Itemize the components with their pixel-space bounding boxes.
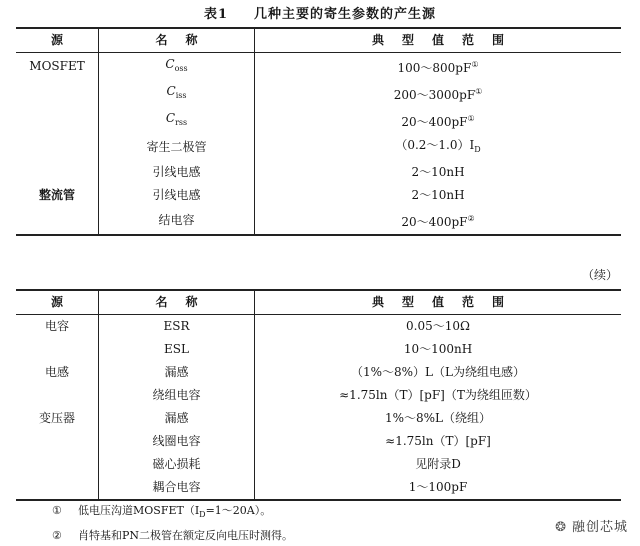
table-title: [0, 3, 640, 22]
table-row: [16, 184, 621, 207]
row-value: 0.05～10Ω: [255, 315, 622, 339]
row-source: 整流管: [38, 188, 75, 202]
table-row: [16, 453, 621, 476]
header-source: 源: [16, 290, 99, 315]
row-source: 电容: [44, 319, 69, 333]
row-value: 2～10nH: [255, 161, 622, 184]
row-value: 见附录D: [255, 453, 622, 476]
table-row: [16, 161, 621, 184]
row-source: 变压器: [38, 411, 75, 425]
row-source: [16, 80, 99, 107]
footnotes: [52, 500, 293, 546]
row-name: $C_{rss}$: [99, 107, 255, 134]
row-source: [16, 453, 99, 476]
parasitic-table-2: [16, 289, 621, 501]
header-value: 典型值范围: [255, 290, 622, 315]
row-value: 10～100nH: [255, 338, 622, 361]
footnote: ① 低电压沟道$MOSFET(I_D=1\sim 20A)$。: [52, 500, 293, 525]
row-name: 寄生二极管: [99, 134, 255, 161]
table-row: [16, 384, 621, 407]
footnote: [52, 525, 293, 546]
row-value: 100～800pF①: [255, 53, 622, 81]
table-row: [16, 407, 621, 430]
row-name: 漏感: [99, 407, 255, 430]
row-source: [16, 338, 99, 361]
row-name: 引线电感: [99, 184, 255, 207]
row-value: 1～100pF: [255, 476, 622, 500]
row-name: $C_{oss}$: [99, 53, 255, 81]
table-row: [16, 134, 621, 161]
row-value: 20～400pF①: [255, 107, 622, 134]
table-row: [16, 361, 621, 384]
table-row: [16, 207, 621, 235]
row-name: 线圈电容: [99, 430, 255, 453]
row-name: 引线电感: [99, 161, 255, 184]
row-value: 1%～8%L（绕组）: [255, 407, 622, 430]
row-value: 2～10nH: [255, 184, 622, 207]
row-source: [16, 384, 99, 407]
row-name: $C_{iss}$: [99, 80, 255, 107]
footnote-text: 低电压沟道MOSFET（I: [78, 504, 200, 517]
table-header-row: [16, 28, 621, 53]
table-row: [16, 80, 621, 107]
table-number: 表1: [203, 7, 229, 22]
row-value: ≈1.75ln（T）[pF]（T为绕组匝数）: [255, 384, 622, 407]
table-row: [16, 430, 621, 453]
header-source: 源: [16, 28, 99, 53]
row-name: ESR: [99, 315, 255, 339]
row-source: [16, 134, 99, 161]
row-name: 绕组电容: [99, 384, 255, 407]
table-row: [16, 476, 621, 500]
watermark-text: 融创芯城: [571, 520, 628, 535]
table-row: [16, 53, 621, 81]
parasitic-table-1: [16, 27, 621, 236]
row-value: 200～3000pF①: [255, 80, 622, 107]
row-name: 磁心损耗: [99, 453, 255, 476]
row-name: 结电容: [99, 207, 255, 235]
row-source: [16, 476, 99, 500]
row-source: [16, 430, 99, 453]
row-value: $(0.2\sim 1.0)I_D$: [255, 134, 622, 161]
header-name: 名称: [99, 28, 255, 53]
table-row: [16, 315, 621, 339]
header-name: 名称: [99, 290, 255, 315]
row-value: 20～400pF②: [255, 207, 622, 235]
footnote-mark: ②: [52, 529, 62, 542]
footnote-text: 肖特基和PN二极管在额定反向电压时测得。: [78, 529, 294, 542]
row-source: MOSFET: [29, 59, 85, 73]
row-source: [16, 107, 99, 134]
row-name: 耦合电容: [99, 476, 255, 500]
row-value: （1%～8%）L（L为绕组电感）: [255, 361, 622, 384]
row-name: ESL: [99, 338, 255, 361]
watermark: [555, 516, 628, 535]
row-value: ≈1.75ln（T）[pF]: [255, 430, 622, 453]
row-source: [16, 207, 99, 235]
header-value: 典型值范围: [255, 28, 622, 53]
row-source: 电感: [44, 365, 69, 379]
footnote-mark: ①: [52, 504, 62, 517]
row-source: [16, 161, 99, 184]
continued-label: （续）: [581, 268, 618, 282]
table-header-row: [16, 290, 621, 315]
table-title-text: 几种主要的寄生参数的产生源: [254, 7, 437, 22]
watermark-logo-icon: ❂: [555, 520, 567, 535]
table-row: [16, 107, 621, 134]
table-row: [16, 338, 621, 361]
row-name: 漏感: [99, 361, 255, 384]
